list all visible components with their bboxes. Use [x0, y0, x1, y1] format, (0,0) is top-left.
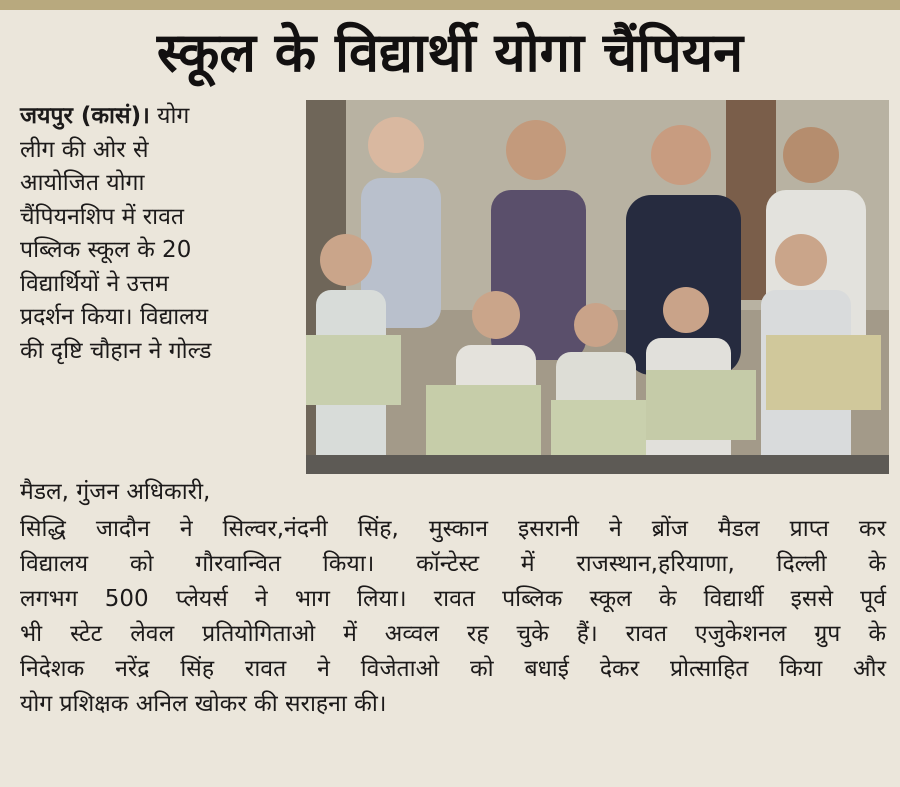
column-line-1	[20, 100, 292, 134]
group-photo-illustration	[306, 100, 889, 474]
body-line-5: निदेशक नरेंद्र सिंह रावत ने विजेताओ को बधाई देकर प्रोत्साहित किया और	[20, 656, 886, 682]
group-photo	[306, 100, 889, 474]
column-line-8: की दृष्टि चौहान ने गोल्ड	[20, 337, 212, 364]
body-line-6: योग प्रशिक्षक अनिल खोकर की सराहना की।	[20, 691, 387, 717]
body-line-1: सिद्धि जादौन ने सिल्वर,नंदनी सिंह, मुस्कान इसरानी ने ब्रोंज मैडल प्राप्त कर	[20, 516, 886, 542]
column-line-3: आयोजित योगा	[20, 170, 145, 196]
column-line-text: योग	[157, 103, 190, 129]
column-line-2: लीग की ओर से	[20, 136, 149, 163]
column-line-6: विद्यार्थियों ने उत्तम	[20, 270, 169, 297]
page-top-edge	[0, 0, 900, 10]
column-line-5: पब्लिक स्कूल के 20	[20, 237, 192, 263]
column-line-4: चैंपियनशिप में रावत	[20, 203, 185, 230]
body-line-2: विद्यालय को गौरवान्वित किया। कॉन्टेस्ट में राजस्थान,हरियाणा, दिल्ली के	[20, 551, 886, 577]
body-line-4: भी स्टेट लेवल प्रतियोगिताओ में अव्वल रह चुके हैं। रावत एजुकेशनल ग्रुप के	[20, 621, 886, 647]
column-line-9: मैडल, गुंजन अधिकारी,	[20, 479, 211, 505]
headline: स्कूल के विद्यार्थी योगा चैंपियन	[156, 21, 744, 84]
article-body	[20, 512, 886, 722]
dateline: जयपुर (कासं)।	[20, 103, 150, 129]
column-line-7: प्रदर्शन किया। विद्यालय	[20, 304, 209, 330]
body-line-3: लगभग 500 प्लेयर्स ने भाग लिया। रावत पब्लिक स्कूल के विद्यार्थी इससे पूर्व	[20, 586, 886, 612]
article-column	[20, 100, 292, 368]
